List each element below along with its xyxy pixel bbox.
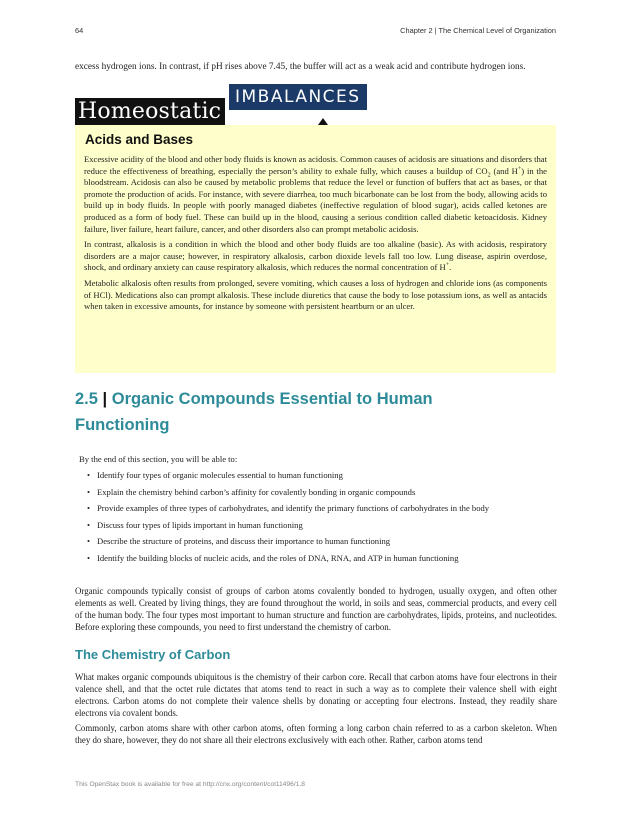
objectives-list bbox=[87, 470, 489, 569]
intro-paragraph: excess hydrogen ions. In contrast, if pH rises above 7.45, the buffer will act as a weak acid and contribute hydrogen ions. bbox=[75, 62, 526, 72]
feature-banner bbox=[75, 84, 385, 126]
feature-paragraph-acidosis: Excessive acidity of the blood and other body fluids is known as acidosis. Common causes of acidosis are situations and disorders that reduce the effectiveness of breathing, especially the person’s ability to exhale fully, which causes a buildup of $CO_2$ (and H+) in the bloodstream. Acidosis can also be caused by metabolic problems that reduce the level or function of buffers that act as bases, or that promote the production of acids. For instance, with severe diarrhea, too much bicarbonate can be lost from the body, allowing acids to build up in body fluids. In people with poorly managed diabetes (ineffective regulation of blood sugar), acids called ketones are produced as a form of body fuel. These can build up in the blood, causing a serious condition called diabetic ketoacidosis. Kidney failure, liver failure, heart failure, cancer, and other disorders also can prompt metabolic acidosis. bbox=[84, 154, 547, 234]
list-item: • Describe the structure of proteins, and discuss their importance to human functioning bbox=[87, 536, 489, 553]
subsection-heading: The Chemistry of Carbon bbox=[75, 647, 231, 662]
list-item: • Identify the building blocks of nucleic acids, and the roles of DNA, RNA, and ATP in human functioning bbox=[87, 553, 489, 570]
banner-pointer-icon bbox=[318, 118, 328, 125]
list-item: • Explain the chemistry behind carbon’s affinity for covalently bonding in organic compounds bbox=[87, 487, 489, 504]
body-paragraph-organic-compounds: Organic compounds typically consist of groups of carbon atoms covalently bonded to hydrogen, usually oxygen, and often other elements as well. Created by living things, they are found throughout the world, in soils and seas, commercial products, and every cell of the human body. The four types most important to human structure and function are carbohydrates, lipids, proteins, and nucleotides. Before exploring these compounds, you need to first understand the chemistry of carbon. bbox=[75, 586, 557, 632]
list-item: • Identify four types of organic molecules essential to human functioning bbox=[87, 470, 489, 487]
feature-box bbox=[75, 125, 556, 373]
section-heading bbox=[75, 386, 495, 438]
list-item: • Provide examples of three types of carbohydrates, and identify the primary functions of carbohydrates in the body bbox=[87, 503, 489, 520]
feature-label-imbalances: IMBALANCES bbox=[229, 84, 367, 110]
list-item: • Discuss four types of lipids important in human functioning bbox=[87, 520, 489, 537]
page-number: 64 bbox=[75, 26, 84, 35]
chapter-title: Chapter 2 | The Chemical Level of Organization bbox=[400, 26, 556, 35]
objectives-intro: By the end of this section, you will be able to: bbox=[79, 454, 238, 464]
section-title: Organic Compounds Essential to Human Functioning bbox=[75, 390, 433, 434]
feature-title: Acids and Bases bbox=[85, 132, 194, 147]
feature-paragraph-metabolic-alkalosis: Metabolic alkalosis often results from prolonged, severe vomiting, which causes a loss of hydrogen and chloride ions (as components of HCl). Medications also can prompt alkalosis. These include diuretics that cause the body to lose potassium ions, as well as antacids when taken in excessive amounts, for instance by someone with persistent heartburn or an ulcer. bbox=[84, 277, 547, 312]
footer-link[interactable]: This OpenStax book is available for free at http://cnx.org/content/col11496/1.8 bbox=[75, 781, 305, 788]
feature-label-homeostatic: Homeostatic bbox=[75, 98, 225, 125]
section-number: 2.5 bbox=[75, 390, 98, 408]
body-paragraph-carbon-chemistry: What makes organic compounds ubiquitous is the chemistry of their carbon core. Recall that carbon atoms have four electrons in their valence shell, and that the octet rule dictates that atoms tend to react in such a way as to complete their valence shell with eight electrons. Carbon atoms do not complete their valence shells by donating or accepting four electrons. Instead, they readily share electrons via covalent bonds. bbox=[75, 672, 557, 718]
feature-paragraph-alkalosis: In contrast, alkalosis is a condition in which the blood and other body fluids are too alkaline (basic). As with acidosis, respiratory disorders are a major cause; however, in respiratory alkalosis, carbon dioxide levels fall too low. Lung disease, aspirin overdose, shock, and ordinary anxiety can cause respiratory alkalosis, which reduces the normal concentration of H+. bbox=[84, 239, 547, 273]
body-paragraph-carbon-sharing: Commonly, carbon atoms share with other carbon atoms, often forming a long carbon chain referred to as a carbon skeleton. When they do share, however, they do not share all their electrons exclusively with each other. Rather, carbon atoms tend bbox=[75, 723, 557, 745]
section-separator: | bbox=[102, 390, 108, 408]
